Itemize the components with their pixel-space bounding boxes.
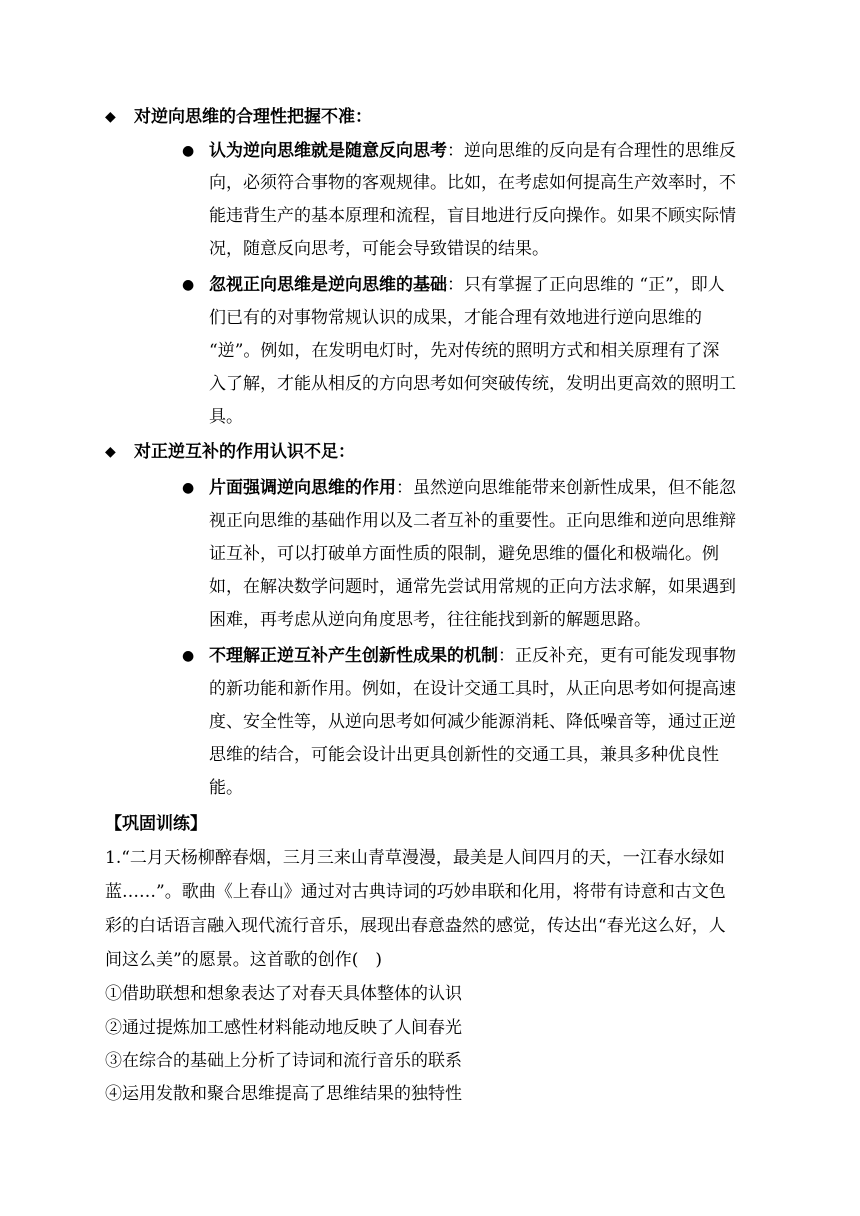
bullet-line: 困难，再考虑从逆向角度思考，往往能找到新的解题思路。	[209, 610, 651, 630]
question-line: 彩的白话语言融入现代流行音乐，展现出春意盎然的感觉，传达出“春光这么好，人	[105, 916, 726, 936]
section-heading: 对逆向思维的合理性把握不准：	[134, 107, 372, 127]
bullet-dot-icon: ●	[182, 480, 195, 496]
bullet-line: 片面强调逆向思维的作用：虽然逆向思维能带来创新性成果，但不能忽	[209, 478, 736, 498]
option-4: ④运用发散和聚合思维提高了思维结果的独特性	[105, 1084, 462, 1104]
bullet-line: 们已有的对事物常规认识的成果，才能合理有效地进行逆向思维的	[209, 308, 702, 328]
bullet-line: 能。	[209, 778, 243, 798]
bullet-line: “逆”。例如，在发明电灯时，先对传统的照明方式和相关原理有了深	[209, 341, 720, 361]
option-2: ②通过提炼加工感性材料能动地反映了人间春光	[105, 1018, 462, 1038]
bullet-line: 思维的结合，可能会设计出更具创新性的交通工具，兼具多种优良性	[209, 745, 719, 765]
question-line: 蓝……”。歌曲《上春山》通过对古典诗词的巧妙串联和化用，将带有诗意和古文色	[105, 882, 726, 902]
bullet-line: 忽视正向思维是逆向思维的基础：只有掌握了正向思维的 “正”，即人	[209, 275, 725, 295]
bullet-line: 能违背生产的基本原理和流程，盲目地进行反向操作。如果不顾实际情	[209, 206, 736, 226]
practice-heading: 【巩固训练】	[105, 814, 207, 834]
bullet-line: 认为逆向思维就是随意反向思考：逆向思维的反向是有合理性的思维反	[209, 141, 736, 161]
bullet-dot-icon: ●	[182, 648, 195, 664]
bullet-line: 证互补，可以打破单方面性质的限制，避免思维的僵化和极端化。例	[209, 544, 719, 564]
question-line: 1.“二月天杨柳醉春烟，三月三来山青草漫漫，最美是人间四月的天，一江春水绿如	[105, 848, 725, 868]
bullet-line: 视正向思维的基础作用以及二者互补的重要性。正向思维和逆向思维辩	[209, 511, 736, 531]
option-1: ①借助联想和想象表达了对春天具体整体的认识	[105, 984, 462, 1004]
bullet-line: 向，必须符合事物的客观规律。比如，在考虑如何提高生产效率时，不	[209, 173, 736, 193]
diamond-icon: ◆	[105, 109, 116, 125]
section-heading: 对正逆互补的作用认识不足：	[134, 442, 355, 462]
bullet-line: 况，随意反向思考，可能会导致错误的结果。	[209, 239, 549, 259]
diamond-icon: ◆	[105, 444, 116, 460]
bullet-dot-icon: ●	[182, 143, 195, 159]
bullet-line: 具。	[209, 407, 243, 427]
bullet-line: 不理解正逆互补产生创新性成果的机制：正反补充，更有可能发现事物	[209, 646, 736, 666]
question-line: 间这么美”的愿景。这首歌的创作( )	[105, 950, 382, 970]
bullet-line: 入了解，才能从相反的方向思考如何突破传统，发明出更高效的照明工	[209, 374, 736, 394]
bullet-line: 度、安全性等，从逆向思考如何减少能源消耗、降低噪音等，通过正逆	[209, 712, 736, 732]
bullet-line: 的新功能和新作用。例如，在设计交通工具时，从正向思考如何提高速	[209, 679, 736, 699]
bullet-line: 如，在解决数学问题时，通常先尝试用常规的正向方法求解，如果遇到	[209, 577, 736, 597]
option-3: ③在综合的基础上分析了诗词和流行音乐的联系	[105, 1051, 462, 1071]
bullet-dot-icon: ●	[182, 277, 195, 293]
